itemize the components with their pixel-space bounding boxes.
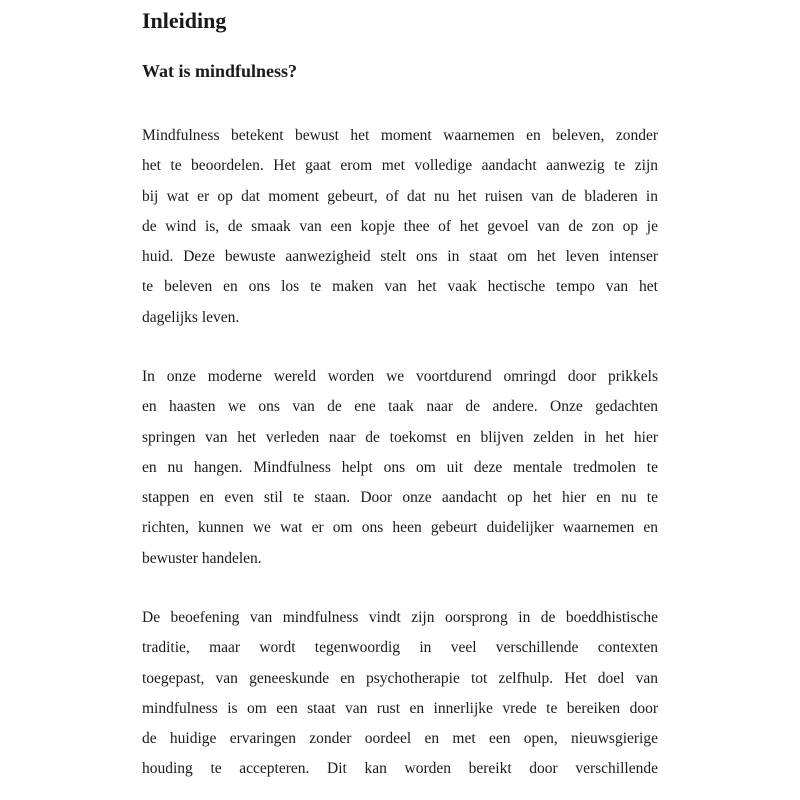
paragraph-2 <box>142 362 658 574</box>
paragraph-line: Mindfulness betekent bewust het moment waarnemen en beleven, zonder <box>142 127 658 144</box>
section-title: Wat is mindfulness? <box>142 61 298 81</box>
paragraph-line: dagelijks leven. <box>142 308 240 326</box>
paragraph-line: bewuster handelen. <box>142 549 262 567</box>
paragraph-line: en nu hangen. Mindfulness helpt ons om uit deze mentale tredmolen te <box>142 458 658 476</box>
paragraph-3 <box>142 603 658 785</box>
paragraph-line: richten, kunnen we wat er om ons heen gebeurt duidelijker waarnemen en <box>142 519 658 537</box>
paragraph-line: en haasten we ons van de ene taak naar de andere. Onze gedachten <box>142 398 658 416</box>
paragraph-line: huid. Deze bewuste aanwezigheid stelt ons in staat om het leven intenser <box>142 248 658 266</box>
paragraph-line: houding te accepteren. Dit kan worden bereikt door verschillende <box>142 760 658 778</box>
paragraph-line: springen van het verleden naar de toekomst en blijven zelden in het hier <box>142 428 658 446</box>
paragraph-line: bij wat er op dat moment gebeurt, of dat nu het ruisen van de bladeren in <box>142 187 658 205</box>
paragraph-line: de wind is, de smaak van een kopje thee of het gevoel van de zon op je <box>142 217 658 235</box>
paragraph-line: het te beoordelen. Het gaat erom met volledige aandacht aanwezig te zijn <box>142 157 658 175</box>
paragraph-line: traditie, maar wordt tegenwoordig in veel verschillende contexten <box>142 639 658 657</box>
paragraph-line: In onze moderne wereld worden we voortdurend omringd door prikkels <box>142 368 658 385</box>
paragraph-line: toegepast, van geneeskunde en psychotherapie tot zelfhulp. Het doel van <box>142 669 658 687</box>
paragraph-line: te beleven en ons los te maken van het vaak hectische tempo van het <box>142 278 658 296</box>
paragraph-line: mindfulness is om een staat van rust en innerlijke vrede te bereiken door <box>142 699 658 717</box>
paragraph-line: De beoefening van mindfulness vindt zijn oorsprong in de boeddhistische <box>142 609 658 626</box>
chapter-title: Inleiding <box>142 8 227 33</box>
paragraph-1 <box>142 121 658 333</box>
paragraph-line: de huidige ervaringen zonder oordeel en met een open, nieuwsgierige <box>142 730 658 748</box>
paragraph-line: stappen en even stil te staan. Door onze aandacht op het hier en nu te <box>142 489 658 507</box>
